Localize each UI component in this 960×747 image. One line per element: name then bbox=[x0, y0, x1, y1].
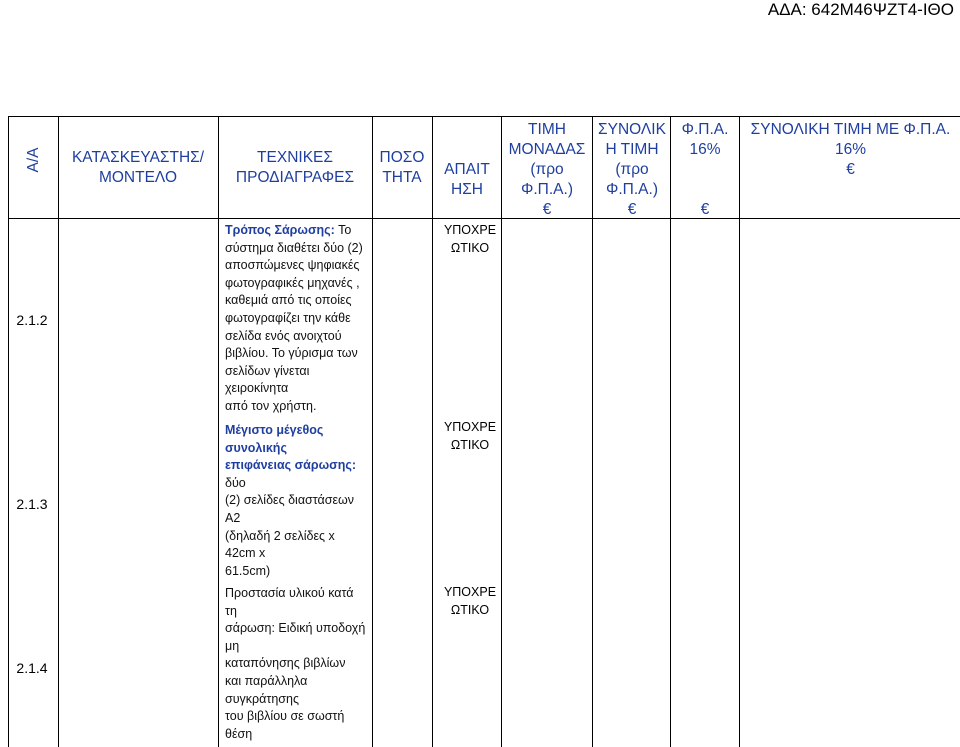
row-number: 2.1.3 bbox=[16, 496, 48, 512]
spec-line: δύο bbox=[225, 475, 246, 490]
spec-line: τη bbox=[225, 603, 237, 618]
col-border bbox=[58, 116, 59, 747]
header-specs bbox=[220, 148, 370, 188]
spec-line: Προστασία υλικού κατά bbox=[225, 586, 354, 600]
spec-title: Τρόπος Σάρωσης: bbox=[225, 223, 335, 237]
spec-line: φωτογραφικές μηχανές , bbox=[225, 275, 360, 290]
requirement-cell bbox=[438, 583, 502, 619]
spec-line: καταπόνησης βιβλίων bbox=[225, 656, 346, 671]
spec-line: από τον χρήστη. bbox=[225, 398, 317, 413]
col-border bbox=[8, 116, 9, 747]
spec-line: σάρωση: Ειδική υποδοχή bbox=[225, 621, 366, 636]
spec-text-row-1 bbox=[225, 222, 375, 416]
row-number: 2.1.4 bbox=[16, 660, 48, 676]
header-text: Η ΤΙΜΗ bbox=[605, 141, 659, 158]
spec-line: φωτογραφίζει την κάθε bbox=[225, 310, 351, 325]
header-text: ΑΠΑΙΤ bbox=[444, 161, 490, 178]
requirement-text: ΥΠΟΧΡΕ bbox=[443, 223, 497, 237]
requirement-text: ΩΤΙΚΟ bbox=[450, 438, 490, 452]
header-text: ΤΗΤΑ bbox=[382, 169, 422, 186]
spec-line: και παράλληλα bbox=[225, 673, 308, 688]
requirement-text: ΥΠΟΧΡΕ bbox=[443, 420, 497, 434]
requirement-text: ΥΠΟΧΡΕ bbox=[443, 585, 497, 599]
spec-line bbox=[225, 222, 375, 240]
header-text: ΜΟΝΤΕΛΟ bbox=[98, 169, 178, 186]
spec-line: σελίδα ενός ανοιχτού bbox=[225, 328, 342, 343]
col-border bbox=[670, 116, 671, 747]
header-text: (προ bbox=[615, 161, 649, 178]
spec-line: συγκράτησης bbox=[225, 691, 299, 706]
header-aa bbox=[14, 147, 54, 180]
header-text: Φ.Π.Α.) bbox=[521, 181, 573, 198]
header-quantity bbox=[374, 148, 430, 188]
header-unit-price bbox=[503, 120, 591, 220]
spec-line: (δηλαδή 2 σελίδες x bbox=[225, 528, 335, 543]
spec-line: (2) σελίδες διαστάσεων bbox=[225, 493, 355, 508]
spec-line: βιβλίου. Το γύρισμα των bbox=[225, 346, 358, 361]
requirement-cell bbox=[438, 418, 502, 454]
header-text: ΣΥΝΟΛΙΚΗ ΤΙΜΗ ΜΕ Φ.Π.Α. bbox=[750, 121, 951, 138]
header-requirement bbox=[434, 160, 500, 200]
spec-title: επιφάνειας σάρωσης: bbox=[225, 458, 356, 473]
spec-text-row-2 bbox=[225, 422, 375, 580]
euro-sign: € bbox=[627, 201, 637, 218]
spec-line: του βιβλίου σε σωστή bbox=[225, 709, 345, 724]
header-text: 16% bbox=[689, 141, 721, 158]
col-border bbox=[592, 116, 593, 747]
spec-line: 61.5cm) bbox=[225, 563, 271, 578]
spec-text-row-3 bbox=[225, 585, 375, 743]
spec-line: θέση bbox=[225, 726, 253, 741]
header-text: ΤΕΧΝΙΚΕΣ bbox=[257, 149, 333, 166]
header-vat bbox=[672, 120, 738, 216]
requirement-text: ΩΤΙΚΟ bbox=[450, 603, 490, 617]
spec-title: Μέγιστο μέγεθος bbox=[225, 423, 324, 437]
requirement-text: ΩΤΙΚΟ bbox=[450, 241, 490, 255]
row-number: 2.1.2 bbox=[16, 312, 48, 328]
requirement-cell bbox=[438, 221, 502, 257]
header-text: Φ.Π.Α. bbox=[681, 121, 729, 138]
col-border bbox=[218, 116, 219, 747]
euro-sign: € bbox=[542, 201, 552, 218]
euro-sign: € bbox=[700, 201, 710, 218]
header-text: ΣΥΝΟΛΙΚ bbox=[598, 121, 666, 138]
header-text: ΤΙΜΗ bbox=[528, 121, 566, 138]
header-text: ΚΑΤΑΣΚΕΥΑΣΤΗΣ/ bbox=[71, 149, 205, 166]
spec-title: συνολικής bbox=[225, 440, 287, 455]
header-text: (προ bbox=[530, 161, 564, 178]
spec-line: σελίδων γίνεται bbox=[225, 363, 310, 378]
col-border bbox=[739, 116, 740, 747]
spec-line: σύστημα διαθέτει δύο (2) bbox=[225, 240, 363, 255]
spec-line: Το bbox=[334, 223, 352, 237]
spec-line: καθεμιά από τις οποίες bbox=[225, 293, 352, 308]
spec-line: αποσπώμενες ψηφιακές bbox=[225, 258, 360, 273]
euro-sign: € bbox=[846, 161, 855, 178]
spec-line: A2 bbox=[225, 510, 241, 525]
col-border bbox=[432, 116, 433, 747]
ada-code: ΑΔΑ: 642Μ46ΨΖΤ4-ΙΘΟ bbox=[767, 0, 954, 19]
header-aa-label: Α/Α bbox=[25, 147, 42, 173]
header-text: ΠΡΟΔΙΑΓΡΑΦΕΣ bbox=[235, 169, 355, 186]
header-total-price bbox=[594, 120, 670, 220]
header-manufacturer bbox=[60, 148, 216, 188]
header-text: ΗΣΗ bbox=[451, 181, 483, 198]
header-text: 16% bbox=[834, 141, 867, 158]
header-bottom-border bbox=[8, 218, 960, 219]
header-text: Φ.Π.Α.) bbox=[606, 181, 658, 198]
table-top-border bbox=[8, 116, 960, 117]
spec-line: χειροκίνητα bbox=[225, 381, 289, 396]
header-text: ΠΟΣΟ bbox=[379, 149, 425, 166]
header-total-with-vat bbox=[741, 120, 960, 180]
header-text: ΜΟΝΑΔΑΣ bbox=[508, 141, 586, 158]
spec-line: 42cm x bbox=[225, 546, 266, 561]
spec-line: μη bbox=[225, 638, 240, 653]
